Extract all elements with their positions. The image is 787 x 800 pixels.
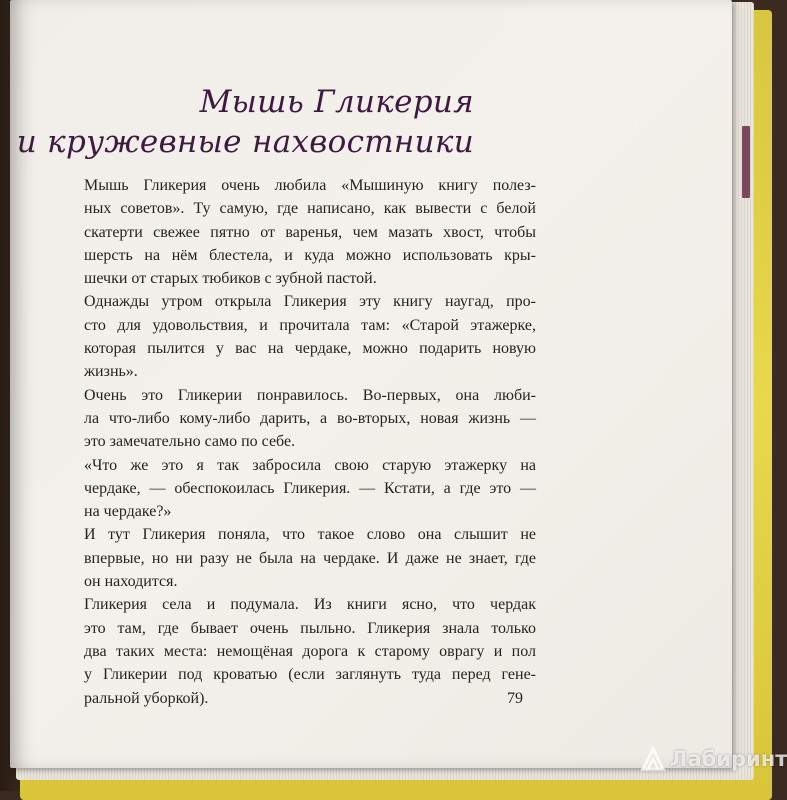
text-line: два таких места: немощёная дорога к старому оврагу и пол — [84, 642, 536, 660]
text-line: Гликерия села и подумала. Из книги ясно, что чердак — [84, 596, 536, 614]
next-page-edge-mark — [742, 126, 750, 198]
text-line: скатерти свежее пятно от варенья, чем мазать хвост, чтобы — [84, 223, 536, 241]
text-line: сто для удовольствия, и прочитала там: «Старой этажерке, — [84, 316, 536, 334]
page-number: 79 — [507, 690, 523, 707]
text-line: шечки от старых тюбиков с зубной пастой. — [84, 270, 377, 288]
text-line: Очень это Гликерии понравилось. Во-первых, она люби- — [84, 386, 536, 404]
paragraph — [84, 384, 536, 454]
labirint-logo-icon — [640, 746, 666, 772]
text-line: ла что-либо кому-либо дарить, а во-вторых, новая жизнь — — [84, 409, 536, 427]
text-line: ных советов». Ту самую, где написано, как вывести с белой — [84, 200, 536, 218]
paragraph — [84, 454, 536, 524]
text-line: шерсть на нём блестела, и куда можно использовать кры- — [84, 246, 536, 264]
text-line: ральной уборкой). — [84, 689, 209, 707]
text-line: жизнь». — [84, 363, 138, 381]
text-line: И тут Гликерия поняла, что такое слово она слышит не — [84, 526, 536, 544]
body-text — [84, 174, 536, 710]
chapter-title-line-2: и кружевные нахвостники — [16, 124, 474, 160]
text-line: это замечательно само по себе. — [84, 433, 296, 451]
chapter-title-line-1: Мышь Гликерия — [199, 84, 474, 120]
text-line: чердаке, — обеспокоилась Гликерия. — Кстати, а где это — — [84, 479, 536, 497]
labirint-watermark — [640, 746, 787, 772]
text-line: Однажды утром открыла Гликерия эту книгу наугад, про- — [84, 293, 536, 311]
chapter-title — [17, 82, 474, 162]
book-page — [10, 0, 732, 768]
paragraph — [84, 523, 536, 593]
text-line: которая пылится у вас на чердаке, можно подарить новую — [84, 340, 536, 358]
paragraph — [84, 174, 536, 290]
watermark-text: Лабиринт — [670, 747, 787, 771]
text-line: у Гликерии под кроватью (если заглянуть туда перед гене- — [84, 666, 536, 684]
text-line: «Что же это я так забросила свою старую этажерку на — [84, 456, 536, 474]
text-line: впервые, но ни разу не была на чердаке. И даже не знает, где — [84, 549, 536, 567]
text-line: на чердаке?» — [84, 503, 172, 521]
paragraph — [84, 593, 536, 709]
text-line: он находится. — [84, 573, 178, 591]
text-line: это там, где бывает очень пыльно. Гликерия знала только — [84, 619, 536, 637]
paragraph — [84, 290, 536, 383]
text-line: Мышь Гликерия очень любила «Мышиную книгу полез- — [84, 177, 536, 194]
